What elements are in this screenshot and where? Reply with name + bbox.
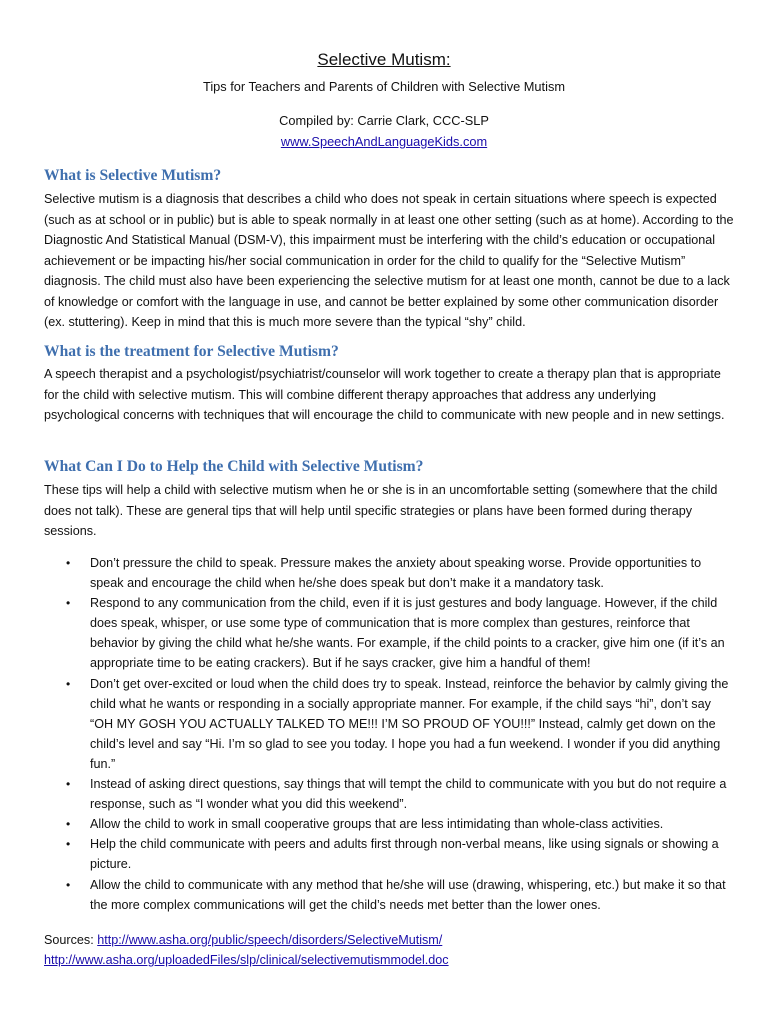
- heading-help: What Can I Do to Help the Child with Selective Mutism?: [44, 458, 424, 475]
- sources-label: Sources:: [44, 933, 98, 947]
- tip-text: Respond to any communication from the child, even if it is just gestures and body language. However, if the child does speak, whisper, or use some type of communication that is more complex than gestures, reinforce that behavior by giving the child what he/she wants. For example, if the child points to a cracker, give him one (if it’s an appropriate time to be eating crackers). But if he says cracker, give him a handful of them!: [90, 596, 725, 671]
- document-title: Selective Mutism:: [317, 50, 451, 69]
- list-item: [44, 774, 734, 814]
- bullet-icon: •: [66, 596, 71, 611]
- source-link-2[interactable]: http://www.asha.org/uploadedFiles/slp/clinical/selectivemutismmodel.doc: [44, 953, 449, 967]
- bullet-icon: •: [66, 556, 71, 570]
- list-item: [44, 814, 734, 834]
- sources-line: [44, 930, 442, 951]
- sources-line-2: [44, 950, 449, 971]
- document-subtitle: Tips for Teachers and Parents of Children with Selective Mutism: [202, 79, 566, 94]
- tip-text: Allow the child to work in small cooperative groups that are less intimidating than whole-class activities.: [90, 817, 664, 832]
- list-item: [44, 553, 734, 593]
- tip-text: Instead of asking direct questions, say things that will tempt the child to communicate with you but do not require a response, such as “I wonder what you did this weekend”.: [90, 777, 727, 812]
- list-item: [44, 674, 734, 774]
- bullet-icon: •: [66, 777, 71, 792]
- heading-treatment: What is the treatment for Selective Mutism?: [44, 343, 339, 360]
- bullet-icon: •: [66, 676, 71, 691]
- list-item: [44, 875, 734, 915]
- tips-list: [44, 553, 734, 915]
- tip-text: Don’t pressure the child to speak. Pressure makes the anxiety about speaking worse. Provide opportunities to speak and encourage the child when he/she does speak but don’t make it a mandatory task.: [90, 556, 702, 591]
- paragraph-what-is: Selective mutism is a diagnosis that describes a child who does not speak in certain situations where speech is expected (such as at school or in public) but is able to speak normally in at least one other setting (such as at home). According to the Diagnostic And Statistical Manual (DSM-V), this impairment must be interfering with the child’s education or occupational achievement or be impacting his/her social communication in order for the child to qualify for the “Selective Mutism” diagnosis. The child must also have been experiencing the selective mutism for at least one month, cannot be due to a lack of knowledge or comfort with the language in use, and cannot be better explained by some other communication disorder (ex. stuttering). Keep in mind that this is much more severe than the typical “shy” child.: [44, 192, 734, 329]
- tip-text: Help the child communicate with peers and adults first through non-verbal means, like using signals or showing a picture.: [90, 837, 719, 872]
- paragraph-help: These tips will help a child with selective mutism when he or she is in an uncomfortable setting (somewhere that the child does not talk). These are general tips that will help until specific strategies or plans have been formed during therapy sessions.: [44, 483, 718, 538]
- source-link-1[interactable]: http://www.asha.org/public/speech/disorders/SelectiveMutism/: [97, 933, 443, 947]
- website-link[interactable]: www.SpeechAndLanguageKids.com: [280, 134, 488, 149]
- website-line: [0, 134, 768, 149]
- bullet-icon: •: [66, 877, 71, 892]
- list-item: [44, 593, 734, 673]
- tip-text: Don’t get over-excited or loud when the child does try to speak. Instead, reinforce the behavior by calmly giving the child what he wants or responding in a socially appropriate manner. For example, if the child says “hi”, don’t say “OH MY GOSH YOU ACTUALLY TALKED TO ME!!! I’M SO PROUD OF YOU!!!” Instead, calmly get down on the child’s level and say “Hi. I’m so glad to see you today. I hope you had a fun weekend. I wonder if you did anything fun.”: [90, 676, 729, 771]
- list-item: [44, 834, 734, 874]
- paragraph-treatment: A speech therapist and a psychologist/psychiatrist/counselor will work together to create a therapy plan that is appropriate for the child with selective mutism. This will combine different therapy approaches that address any underlying psychological concerns with techniques that will encourage the child to communicate with new people and in new settings.: [44, 367, 725, 422]
- heading-what-is: What is Selective Mutism?: [44, 167, 222, 184]
- bullet-icon: •: [66, 817, 71, 832]
- tip-text: Allow the child to communicate with any method that he/she will use (drawing, whispering, etc.) but make it so that the more complex communications will get the child’s needs met better than the lower ones.: [90, 877, 726, 912]
- author-line: Compiled by: Carrie Clark, CCC-SLP: [279, 113, 489, 128]
- bullet-icon: •: [66, 837, 71, 852]
